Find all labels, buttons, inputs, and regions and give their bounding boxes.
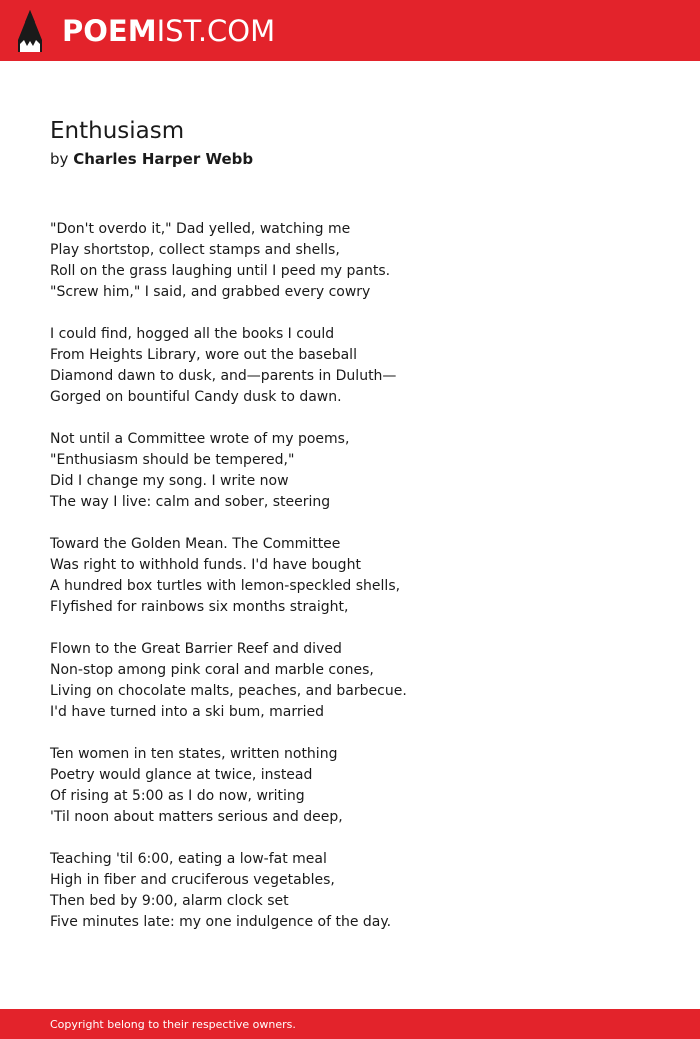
- site-footer: [0, 1009, 700, 1039]
- poem-line: Ten women in ten states, written nothing: [50, 746, 338, 762]
- poem-line: Toward the Golden Mean. The Committee: [50, 536, 341, 552]
- poem-line: Of rising at 5:00 as I do now, writing: [50, 788, 305, 804]
- copyright-text: Copyright belong to their respective owners.: [50, 1018, 296, 1031]
- stanza: [50, 219, 650, 303]
- poem-line: Did I change my song. I write now: [50, 473, 289, 489]
- poem-line: "Screw him," I said, and grabbed every cowry: [50, 284, 371, 300]
- poem-line: Non-stop among pink coral and marble cones,: [50, 662, 374, 678]
- poem-line: Gorged on bountiful Candy dusk to dawn.: [50, 389, 342, 405]
- stanza: [50, 744, 650, 828]
- poem-line: Roll on the grass laughing until I peed my pants.: [50, 263, 391, 279]
- poem-line: Living on chocolate malts, peaches, and barbecue.: [50, 683, 407, 699]
- poem-line: 'Til noon about matters serious and deep,: [50, 809, 343, 825]
- poem-line: Poetry would glance at twice, instead: [50, 767, 313, 783]
- stanza: [50, 534, 650, 618]
- stanza: [50, 324, 650, 408]
- poem-line: The way I live: calm and sober, steering: [50, 494, 331, 510]
- logo-bold-part: POEM: [62, 14, 157, 48]
- poem-line: Not until a Committee wrote of my poems,: [50, 431, 350, 447]
- poem-line: Diamond dawn to dusk, and—parents in Duluth—: [50, 368, 397, 384]
- poem-line: Flown to the Great Barrier Reef and dived: [50, 641, 342, 657]
- pencil-tip-icon[interactable]: [18, 10, 42, 52]
- site-header: [0, 0, 700, 61]
- by-label: by: [50, 150, 69, 168]
- stanza: [50, 639, 650, 723]
- poem-line: Flyfished for rainbows six months straight,: [50, 599, 349, 615]
- poem-line: "Enthusiasm should be tempered,": [50, 452, 295, 468]
- poem-line: Teaching 'til 6:00, eating a low-fat meal: [50, 851, 327, 867]
- site-logo[interactable]: [62, 13, 275, 49]
- author-name: Charles Harper Webb: [73, 150, 254, 168]
- poem-line: "Don't overdo it," Dad yelled, watching me: [50, 221, 351, 237]
- poem-line: Was right to withhold funds. I'd have bought: [50, 557, 361, 573]
- poem-line: I'd have turned into a ski bum, married: [50, 704, 325, 720]
- stanza: [50, 429, 650, 513]
- poem-line: A hundred box turtles with lemon-speckled shells,: [50, 578, 401, 594]
- poem-line: High in fiber and cruciferous vegetables,: [50, 872, 335, 888]
- logo-light-part: IST.COM: [156, 14, 276, 48]
- poem-line: Then bed by 9:00, alarm clock set: [50, 893, 289, 909]
- poem-title: Enthusiasm: [50, 118, 185, 144]
- poem-line: From Heights Library, wore out the baseball: [50, 347, 357, 363]
- poem-line: Play shortstop, collect stamps and shells,: [50, 242, 340, 258]
- poem-body: [50, 219, 650, 954]
- poem-line: Five minutes late: my one indulgence of the day.: [50, 914, 392, 930]
- stanza: [50, 849, 650, 933]
- byline: [50, 149, 253, 169]
- poem-line: I could find, hogged all the books I could: [50, 326, 335, 342]
